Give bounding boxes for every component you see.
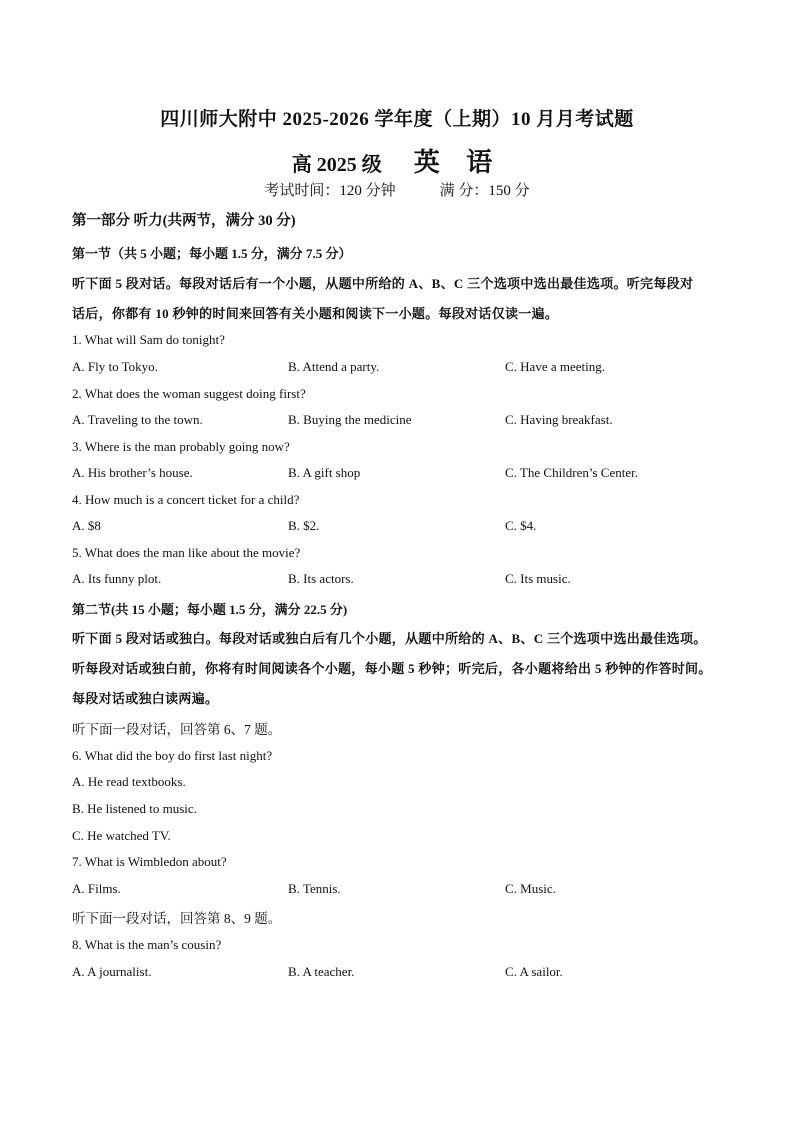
grade-label: 高 2025 级 xyxy=(291,154,382,176)
option-c: C. A sailor. xyxy=(505,964,563,979)
question-6-option-b: B. He listened to music. xyxy=(72,801,197,816)
section2-instruction-3: 每段对话或独白读两遍。 xyxy=(72,691,219,706)
option-c: C. Having breakfast. xyxy=(505,412,613,427)
option-b: B. A gift shop xyxy=(288,465,361,480)
option-a: A. Films. xyxy=(72,881,121,896)
section1-instruction-2: 话后，你都有 10 秒钟的时间来回答有关小题和阅读下一小题。每段对话仅读一遍。 xyxy=(72,306,559,321)
section2-instruction-1: 听下面 5 段对话或独白。每段对话或独白后有几个小题，从题中所给的 A、B、C 三个选项中选出最佳选项。 xyxy=(72,631,707,646)
option-c: C. The Children’s Center. xyxy=(505,465,638,480)
exam-time: 考试时间：120 分钟 xyxy=(264,183,396,199)
option-c: C. Have a meeting. xyxy=(505,359,605,374)
subject-name: 英 语 xyxy=(413,148,503,177)
option-b: B. A teacher. xyxy=(288,964,355,979)
section1-heading: 第一节（共 5 小题；每小题 1.5 分，满分 7.5 分） xyxy=(72,246,352,261)
option-a: A. $8 xyxy=(72,518,101,533)
section2-heading: 第二节(共 15 小题；每小题 1.5 分，满分 22.5 分) xyxy=(72,602,348,617)
question-6-option-a: A. He read textbooks. xyxy=(72,774,186,789)
dialogue-lead-6-7: 听下面一段对话，回答第 6、7 题。 xyxy=(72,722,282,737)
option-a: A. Traveling to the town. xyxy=(72,412,203,427)
exam-score: 满 分：150 分 xyxy=(439,183,530,199)
option-a: A. Fly to Tokyo. xyxy=(72,359,158,374)
question-3: 3. Where is the man probably going now? xyxy=(72,439,290,454)
dialogue-lead-8-9: 听下面一段对话，回答第 8、9 题。 xyxy=(72,911,282,926)
subject-line xyxy=(0,142,794,179)
exam-title: 四川师大附中 2025-2026 学年度（上期）10 月月考试题 xyxy=(160,109,634,130)
option-a: A. His brother’s house. xyxy=(72,465,193,480)
option-b: B. Buying the medicine xyxy=(288,412,412,427)
option-c: C. $4. xyxy=(505,518,537,533)
option-b: B. $2. xyxy=(288,518,320,533)
option-b: B. Attend a party. xyxy=(288,359,380,374)
question-7: 7. What is Wimbledon about? xyxy=(72,854,227,869)
option-c: C. Its music. xyxy=(505,571,571,586)
exam-info xyxy=(0,179,794,200)
question-6: 6. What did the boy do first last night? xyxy=(72,748,273,763)
part1-heading: 第一部分 听力(共两节，满分 30 分) xyxy=(72,213,296,229)
section1-instruction-1: 听下面 5 段对话。每段对话后有一个小题，从题中所给的 A、B、C 三个选项中选出最佳选项。听完每段对 xyxy=(72,276,694,291)
question-5: 5. What does the man like about the movie? xyxy=(72,545,301,560)
question-1: 1. What will Sam do tonight? xyxy=(72,332,225,347)
question-6-option-c: C. He watched TV. xyxy=(72,828,171,843)
option-b: B. Its actors. xyxy=(288,571,354,586)
option-b: B. Tennis. xyxy=(288,881,341,896)
question-2: 2. What does the woman suggest doing first? xyxy=(72,386,306,401)
question-4: 4. How much is a concert ticket for a child? xyxy=(72,492,300,507)
question-8: 8. What is the man’s cousin? xyxy=(72,937,222,952)
option-c: C. Music. xyxy=(505,881,556,896)
section2-instruction-2: 听每段对话或独白前，你将有时间阅读各个小题，每小题 5 秒钟；听完后，各小题将给出 5 秒钟的作答时间。 xyxy=(72,661,712,676)
option-a: A. Its funny plot. xyxy=(72,571,162,586)
option-a: A. A journalist. xyxy=(72,964,152,979)
